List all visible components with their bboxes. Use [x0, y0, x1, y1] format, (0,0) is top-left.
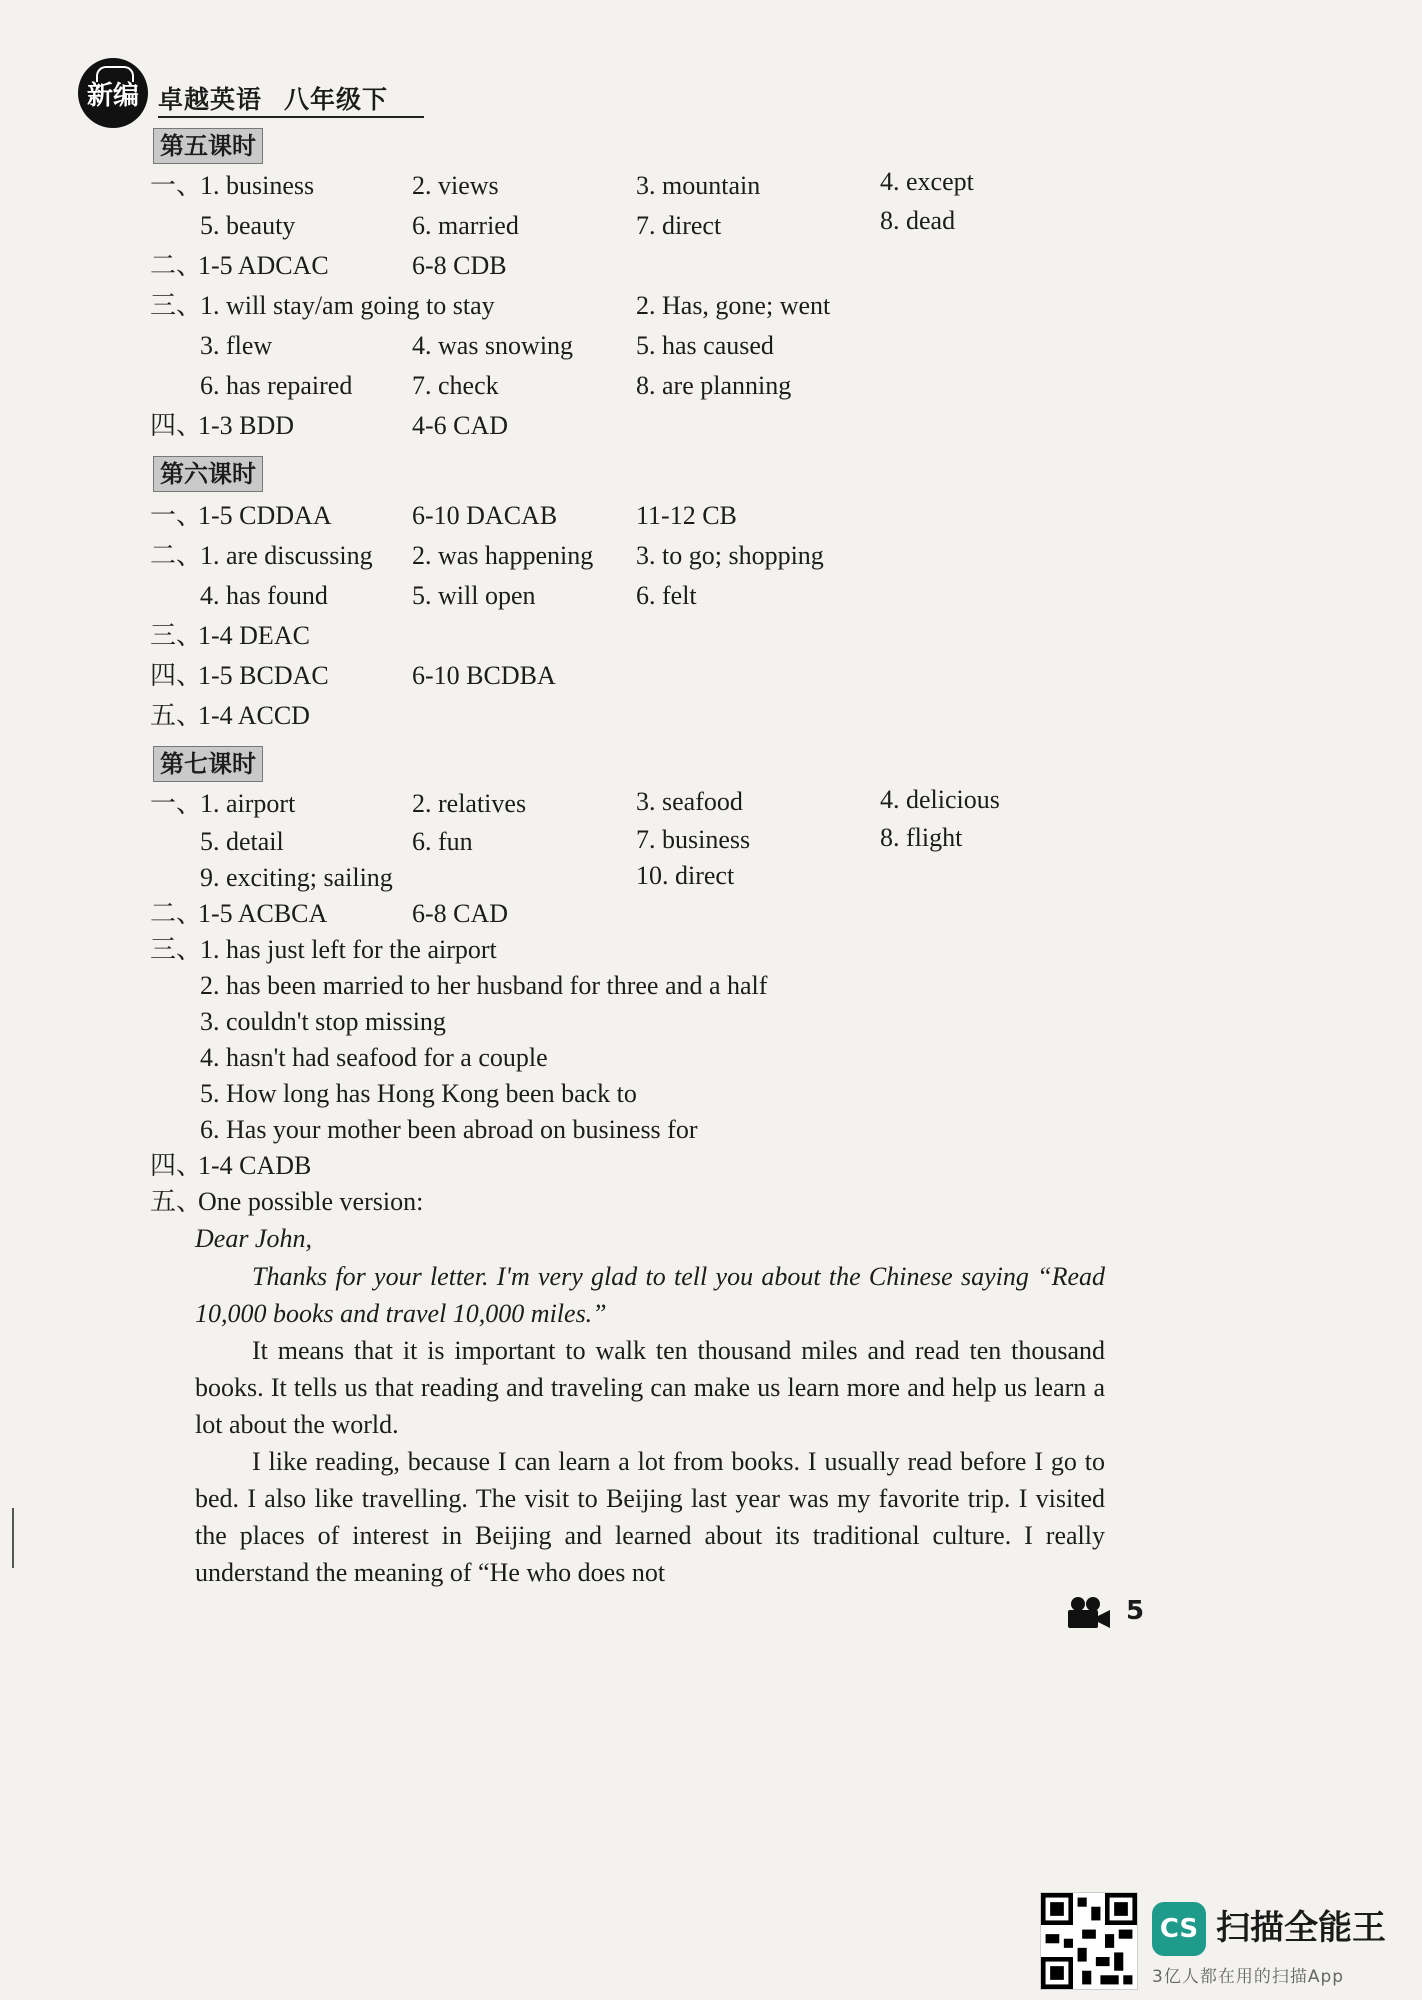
answer-item: 3. mountain	[636, 171, 761, 200]
app-name: 扫描全能王	[1216, 1908, 1386, 1948]
answer-group: 1-5 ACBCA	[198, 899, 328, 928]
answer-sentence: 3. couldn't stop missing	[200, 1007, 446, 1036]
lesson6-p3-label: 三、	[150, 621, 203, 650]
answer-item: 8. dead	[880, 206, 956, 235]
answer-item: 9. exciting; sailing	[200, 863, 393, 892]
answer-item: 1. are discussing	[200, 541, 373, 570]
answer-item: 4. has found	[200, 581, 328, 610]
answer-item: 5. has caused	[636, 331, 774, 360]
page-number: 5	[1126, 1596, 1145, 1626]
answer-sentence: 6. Has your mother been abroad on business for	[200, 1115, 698, 1144]
answer-group: 6-8 CDB	[412, 251, 507, 280]
lesson6-title: 第六课时	[153, 456, 263, 492]
lesson7-p3-label: 三、	[150, 935, 203, 964]
answer-item: 6. married	[412, 211, 519, 240]
lesson6-p4-label: 四、	[150, 661, 203, 690]
lesson7-p1-label: 一、	[150, 789, 203, 818]
lesson5-title: 第五课时	[153, 128, 263, 164]
answer-item: 4. except	[880, 167, 974, 196]
answer-group: 6-10 DACAB	[412, 501, 558, 530]
lesson7-p2-label: 二、	[150, 899, 203, 928]
answer-item: 1. business	[200, 171, 315, 200]
lesson6-p5-label: 五、	[150, 701, 203, 730]
answer-item: 8. flight	[880, 823, 963, 852]
lesson5-p3-label: 三、	[150, 291, 203, 320]
letter-paragraph: I like reading, because I can learn a lot from books. I usually read before I go to bed. I also like travelling. The visit to Beijing last year was my favorite trip. I visited the places of interest in Beijing and learned about its traditional culture. I really understand the meaning of “He who does not	[195, 1447, 1105, 1587]
answer-item: 6. has repaired	[200, 371, 353, 400]
answer-sentence: 2. has been married to her husband for three and a half	[200, 971, 768, 1000]
answer-item: 10. direct	[636, 861, 735, 890]
answer-group: 1-5 CDDAA	[198, 501, 332, 530]
lesson7-title: 第七课时	[153, 746, 263, 782]
answer-group: 1-3 BDD	[198, 411, 295, 440]
answer-item: 7. business	[636, 825, 751, 854]
answer-item: 2. relatives	[412, 789, 527, 818]
series-header	[158, 80, 424, 118]
answer-sentence: 1. has just left for the airport	[200, 935, 497, 964]
answer-group: 4-6 CAD	[412, 411, 509, 440]
logo-text: 新编	[86, 80, 139, 111]
answer-item: 3. to go; shopping	[636, 541, 824, 570]
answer-item: 8. are planning	[636, 371, 792, 400]
answer-item: 1. airport	[200, 789, 296, 818]
answer-item: 7. check	[412, 371, 499, 400]
answer-item: 3. flew	[200, 331, 273, 360]
answer-group: 1-4 DEAC	[198, 621, 310, 650]
answer-group: 1-4 CADB	[198, 1151, 312, 1180]
answer-item: 7. direct	[636, 211, 722, 240]
answer-item: 6. felt	[636, 581, 697, 610]
answer-item: 2. views	[412, 171, 499, 200]
answer-group: 6-8 CAD	[412, 899, 509, 928]
answer-item: 5. will open	[412, 581, 536, 610]
answer-group: 1-5 BCDAC	[198, 661, 329, 690]
video-camera-icon	[1066, 1596, 1112, 1630]
writing-intro: One possible version:	[198, 1187, 424, 1216]
answer-sentence: 4. hasn't had seafood for a couple	[200, 1043, 548, 1072]
answer-item: 2. Has, gone; went	[636, 291, 831, 320]
answer-item: 6. fun	[412, 827, 473, 856]
lesson5-p2-label: 二、	[150, 251, 203, 280]
grade-label: 八年级下	[284, 85, 389, 114]
answer-item: 3. seafood	[636, 787, 743, 816]
letter-greeting: Dear John,	[195, 1224, 312, 1253]
answer-group: 11-12 CB	[636, 501, 737, 530]
answer-item: 5. beauty	[200, 211, 296, 240]
answer-item: 1. will stay/am going to stay	[200, 291, 495, 320]
answer-item: 2. was happening	[412, 541, 594, 570]
answer-group: 1-5 ADCAC	[198, 251, 329, 280]
letter-paragraph: It means that it is important to walk ten thousand miles and read ten thousand books. It tells us that reading and traveling can make us learn more and help us learn a lot about the world.	[195, 1336, 1105, 1439]
lesson7-p5-label: 五、	[150, 1187, 203, 1216]
qr-code-icon	[1040, 1892, 1138, 1990]
answer-item: 4. was snowing	[412, 331, 574, 360]
lesson5-p1-label: 一、	[150, 171, 203, 200]
lesson5-p4-label: 四、	[150, 411, 203, 440]
scan-edge-mark	[12, 1508, 14, 1568]
book-logo	[78, 58, 148, 128]
lesson6-p2-label: 二、	[150, 541, 203, 570]
answer-group: 1-4 ACCD	[198, 701, 310, 730]
camscanner-logo: CS	[1152, 1902, 1206, 1956]
lesson6-p1-label: 一、	[150, 501, 203, 530]
answer-group: 6-10 BCDBA	[412, 661, 556, 690]
answer-item: 4. delicious	[880, 785, 1000, 814]
series-title: 卓越英语	[158, 85, 263, 114]
answer-item: 5. detail	[200, 827, 284, 856]
app-slogan: 3亿人都在用的扫描App	[1152, 1967, 1345, 1987]
lesson7-p4-label: 四、	[150, 1151, 203, 1180]
letter-paragraph: Thanks for your letter. I'm very glad to tell you about the Chinese saying “Read 10,000 books and travel 10,000 miles.”	[195, 1262, 1105, 1328]
answer-sentence: 5. How long has Hong Kong been back to	[200, 1079, 637, 1108]
